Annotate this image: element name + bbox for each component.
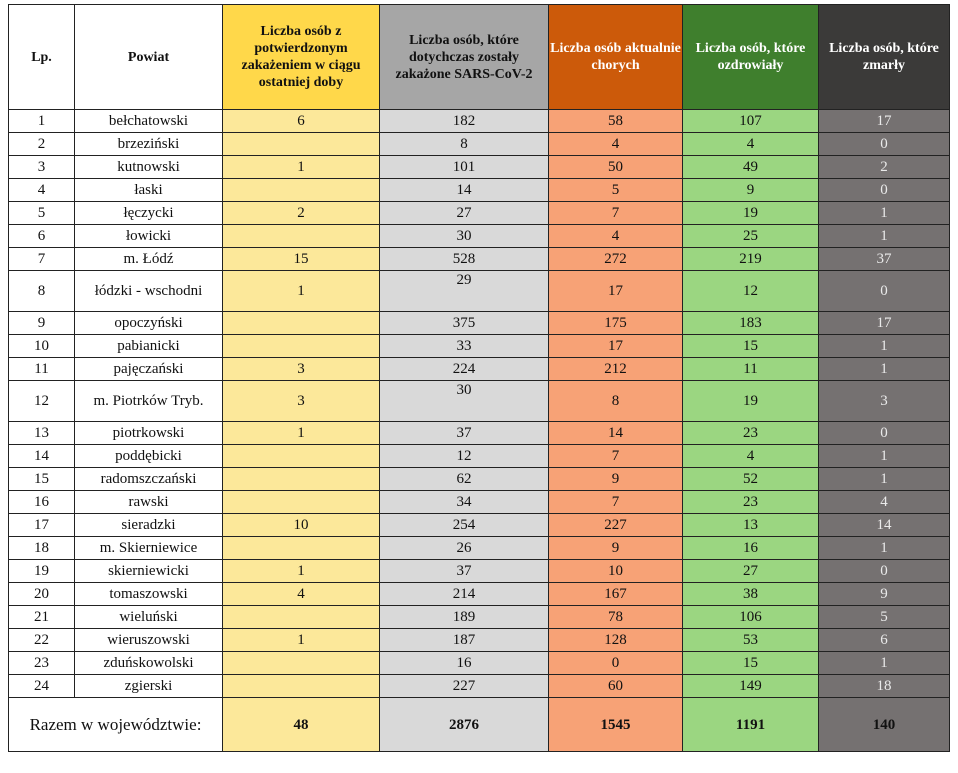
table-row: [9, 179, 950, 202]
cell-deaths: 1: [819, 652, 950, 675]
cell-deaths: 0: [819, 179, 950, 202]
header-daily-infections: Liczba osób z potwierdzonym zakażeniem w ciągu ostatniej doby: [223, 5, 380, 110]
cell-deaths: 3: [819, 381, 950, 422]
cell-deaths: 2: [819, 156, 950, 179]
totals-total-infected: 2876: [380, 698, 549, 752]
cell-recovered: 15: [683, 652, 819, 675]
cell-lp: 3: [9, 156, 75, 179]
cell-daily: 15: [223, 248, 380, 271]
cell-currently-sick: 4: [549, 133, 683, 156]
cell-total-infected: 62: [380, 468, 549, 491]
cell-deaths: 14: [819, 514, 950, 537]
cell-total-infected: 189: [380, 606, 549, 629]
cell-deaths: 6: [819, 629, 950, 652]
cell-recovered: 15: [683, 335, 819, 358]
table-body: [9, 110, 950, 698]
cell-lp: 20: [9, 583, 75, 606]
cell-lp: 15: [9, 468, 75, 491]
cell-total-infected: 34: [380, 491, 549, 514]
cell-currently-sick: 7: [549, 445, 683, 468]
cell-lp: 24: [9, 675, 75, 698]
cell-recovered: 49: [683, 156, 819, 179]
cell-daily: 1: [223, 629, 380, 652]
cell-recovered: 25: [683, 225, 819, 248]
cell-deaths: 0: [819, 422, 950, 445]
cell-currently-sick: 58: [549, 110, 683, 133]
cell-recovered: 4: [683, 133, 819, 156]
cell-currently-sick: 4: [549, 225, 683, 248]
cell-total-infected: 26: [380, 537, 549, 560]
cell-lp: 19: [9, 560, 75, 583]
cell-powiat: sieradzki: [75, 514, 223, 537]
cell-deaths: 17: [819, 110, 950, 133]
cell-currently-sick: 17: [549, 271, 683, 312]
table-row: [9, 606, 950, 629]
cell-daily: 3: [223, 358, 380, 381]
cell-currently-sick: 227: [549, 514, 683, 537]
cell-deaths: 4: [819, 491, 950, 514]
cell-currently-sick: 60: [549, 675, 683, 698]
cell-total-infected: 227: [380, 675, 549, 698]
cell-currently-sick: 9: [549, 468, 683, 491]
totals-deaths: 140: [819, 698, 950, 752]
cell-currently-sick: 14: [549, 422, 683, 445]
table-row: [9, 514, 950, 537]
cell-recovered: 11: [683, 358, 819, 381]
table-row: [9, 248, 950, 271]
cell-powiat: skierniewicki: [75, 560, 223, 583]
cell-recovered: 12: [683, 271, 819, 312]
cell-deaths: 1: [819, 468, 950, 491]
cell-lp: 13: [9, 422, 75, 445]
cell-powiat: łęczycki: [75, 202, 223, 225]
cell-total-infected: 214: [380, 583, 549, 606]
cell-recovered: 19: [683, 381, 819, 422]
table-row: [9, 358, 950, 381]
cell-recovered: 23: [683, 422, 819, 445]
cell-total-infected: 29: [380, 271, 549, 312]
cell-lp: 17: [9, 514, 75, 537]
cell-total-infected: 37: [380, 560, 549, 583]
cell-currently-sick: 78: [549, 606, 683, 629]
cell-powiat: rawski: [75, 491, 223, 514]
cell-currently-sick: 50: [549, 156, 683, 179]
table-row: [9, 560, 950, 583]
cell-lp: 1: [9, 110, 75, 133]
cell-lp: 9: [9, 312, 75, 335]
covid-table-container: [8, 4, 950, 752]
totals-label: Razem w województwie:: [9, 698, 223, 752]
cell-currently-sick: 8: [549, 381, 683, 422]
cell-lp: 22: [9, 629, 75, 652]
cell-powiat: łowicki: [75, 225, 223, 248]
totals-currently-sick: 1545: [549, 698, 683, 752]
table-row: [9, 445, 950, 468]
cell-deaths: 1: [819, 335, 950, 358]
table-row: [9, 133, 950, 156]
cell-total-infected: 182: [380, 110, 549, 133]
table-row: [9, 629, 950, 652]
cell-powiat: m. Piotrków Tryb.: [75, 381, 223, 422]
cell-daily: [223, 491, 380, 514]
cell-deaths: 17: [819, 312, 950, 335]
table-row: [9, 491, 950, 514]
cell-total-infected: 37: [380, 422, 549, 445]
cell-daily: 1: [223, 156, 380, 179]
cell-daily: 1: [223, 560, 380, 583]
cell-lp: 21: [9, 606, 75, 629]
table-row: [9, 468, 950, 491]
cell-currently-sick: 7: [549, 491, 683, 514]
cell-powiat: łódzki - wschodni: [75, 271, 223, 312]
cell-powiat: piotrkowski: [75, 422, 223, 445]
cell-total-infected: 528: [380, 248, 549, 271]
cell-total-infected: 30: [380, 225, 549, 248]
table-row: [9, 110, 950, 133]
cell-deaths: 18: [819, 675, 950, 698]
cell-powiat: bełchatowski: [75, 110, 223, 133]
cell-currently-sick: 128: [549, 629, 683, 652]
cell-currently-sick: 10: [549, 560, 683, 583]
cell-recovered: 4: [683, 445, 819, 468]
cell-recovered: 27: [683, 560, 819, 583]
cell-recovered: 107: [683, 110, 819, 133]
cell-daily: [223, 179, 380, 202]
cell-recovered: 106: [683, 606, 819, 629]
table-row: [9, 675, 950, 698]
cell-total-infected: 27: [380, 202, 549, 225]
header-currently-sick: Liczba osób aktualnie chorych: [549, 5, 683, 110]
cell-powiat: wieluński: [75, 606, 223, 629]
cell-deaths: 1: [819, 537, 950, 560]
cell-daily: [223, 652, 380, 675]
cell-recovered: 9: [683, 179, 819, 202]
cell-recovered: 13: [683, 514, 819, 537]
cell-total-infected: 12: [380, 445, 549, 468]
header-total-infected: Liczba osób, które dotychczas zostały zakażone SARS-CoV-2: [380, 5, 549, 110]
cell-lp: 16: [9, 491, 75, 514]
cell-recovered: 16: [683, 537, 819, 560]
table-row: [9, 312, 950, 335]
cell-powiat: wieruszowski: [75, 629, 223, 652]
header-recovered: Liczba osób, które ozdrowiały: [683, 5, 819, 110]
cell-total-infected: 30: [380, 381, 549, 422]
totals-recovered: 1191: [683, 698, 819, 752]
cell-daily: 4: [223, 583, 380, 606]
table-row: [9, 225, 950, 248]
cell-powiat: zduńskowolski: [75, 652, 223, 675]
cell-recovered: 149: [683, 675, 819, 698]
cell-lp: 2: [9, 133, 75, 156]
table-row: [9, 202, 950, 225]
cell-powiat: łaski: [75, 179, 223, 202]
cell-currently-sick: 17: [549, 335, 683, 358]
cell-recovered: 53: [683, 629, 819, 652]
cell-deaths: 0: [819, 560, 950, 583]
cell-powiat: pajęczański: [75, 358, 223, 381]
cell-powiat: brzeziński: [75, 133, 223, 156]
cell-currently-sick: 9: [549, 537, 683, 560]
cell-lp: 18: [9, 537, 75, 560]
cell-daily: 1: [223, 271, 380, 312]
table-row: [9, 583, 950, 606]
cell-daily: [223, 445, 380, 468]
table-row: [9, 537, 950, 560]
cell-daily: 1: [223, 422, 380, 445]
cell-powiat: m. Skierniewice: [75, 537, 223, 560]
cell-powiat: poddębicki: [75, 445, 223, 468]
cell-currently-sick: 167: [549, 583, 683, 606]
cell-daily: [223, 312, 380, 335]
cell-lp: 7: [9, 248, 75, 271]
cell-deaths: 1: [819, 202, 950, 225]
cell-currently-sick: 175: [549, 312, 683, 335]
cell-powiat: pabianicki: [75, 335, 223, 358]
cell-deaths: 0: [819, 271, 950, 312]
cell-recovered: 38: [683, 583, 819, 606]
cell-currently-sick: 272: [549, 248, 683, 271]
cell-lp: 23: [9, 652, 75, 675]
cell-daily: 10: [223, 514, 380, 537]
covid-statistics-table: [8, 4, 950, 752]
cell-lp: 6: [9, 225, 75, 248]
cell-total-infected: 16: [380, 652, 549, 675]
cell-lp: 5: [9, 202, 75, 225]
cell-total-infected: 101: [380, 156, 549, 179]
cell-total-infected: 33: [380, 335, 549, 358]
cell-deaths: 37: [819, 248, 950, 271]
cell-recovered: 219: [683, 248, 819, 271]
cell-powiat: opoczyński: [75, 312, 223, 335]
header-deaths: Liczba osób, które zmarły: [819, 5, 950, 110]
table-row: [9, 652, 950, 675]
cell-deaths: 1: [819, 445, 950, 468]
cell-currently-sick: 7: [549, 202, 683, 225]
cell-lp: 11: [9, 358, 75, 381]
totals-row: [9, 698, 950, 752]
header-lp: Lp.: [9, 5, 75, 110]
cell-powiat: m. Łódź: [75, 248, 223, 271]
cell-deaths: 5: [819, 606, 950, 629]
cell-powiat: tomaszowski: [75, 583, 223, 606]
cell-daily: 6: [223, 110, 380, 133]
cell-recovered: 52: [683, 468, 819, 491]
cell-powiat: zgierski: [75, 675, 223, 698]
table-row: [9, 422, 950, 445]
cell-total-infected: 187: [380, 629, 549, 652]
cell-lp: 14: [9, 445, 75, 468]
header-powiat: Powiat: [75, 5, 223, 110]
cell-daily: [223, 225, 380, 248]
cell-lp: 4: [9, 179, 75, 202]
cell-deaths: 0: [819, 133, 950, 156]
cell-daily: [223, 675, 380, 698]
cell-total-infected: 224: [380, 358, 549, 381]
cell-recovered: 183: [683, 312, 819, 335]
cell-lp: 8: [9, 271, 75, 312]
cell-daily: 2: [223, 202, 380, 225]
cell-recovered: 23: [683, 491, 819, 514]
cell-recovered: 19: [683, 202, 819, 225]
cell-daily: [223, 133, 380, 156]
cell-lp: 10: [9, 335, 75, 358]
cell-total-infected: 254: [380, 514, 549, 537]
cell-daily: [223, 606, 380, 629]
table-row: [9, 156, 950, 179]
cell-currently-sick: 5: [549, 179, 683, 202]
cell-total-infected: 8: [380, 133, 549, 156]
cell-total-infected: 14: [380, 179, 549, 202]
table-row: [9, 335, 950, 358]
cell-powiat: radomszczański: [75, 468, 223, 491]
cell-total-infected: 375: [380, 312, 549, 335]
cell-currently-sick: 0: [549, 652, 683, 675]
cell-powiat: kutnowski: [75, 156, 223, 179]
header-row: [9, 5, 950, 110]
table-row: [9, 381, 950, 422]
cell-daily: [223, 335, 380, 358]
cell-currently-sick: 212: [549, 358, 683, 381]
cell-lp: 12: [9, 381, 75, 422]
cell-daily: [223, 468, 380, 491]
cell-deaths: 1: [819, 225, 950, 248]
cell-deaths: 1: [819, 358, 950, 381]
cell-daily: 3: [223, 381, 380, 422]
totals-daily: 48: [223, 698, 380, 752]
cell-deaths: 9: [819, 583, 950, 606]
cell-daily: [223, 537, 380, 560]
table-row: [9, 271, 950, 312]
